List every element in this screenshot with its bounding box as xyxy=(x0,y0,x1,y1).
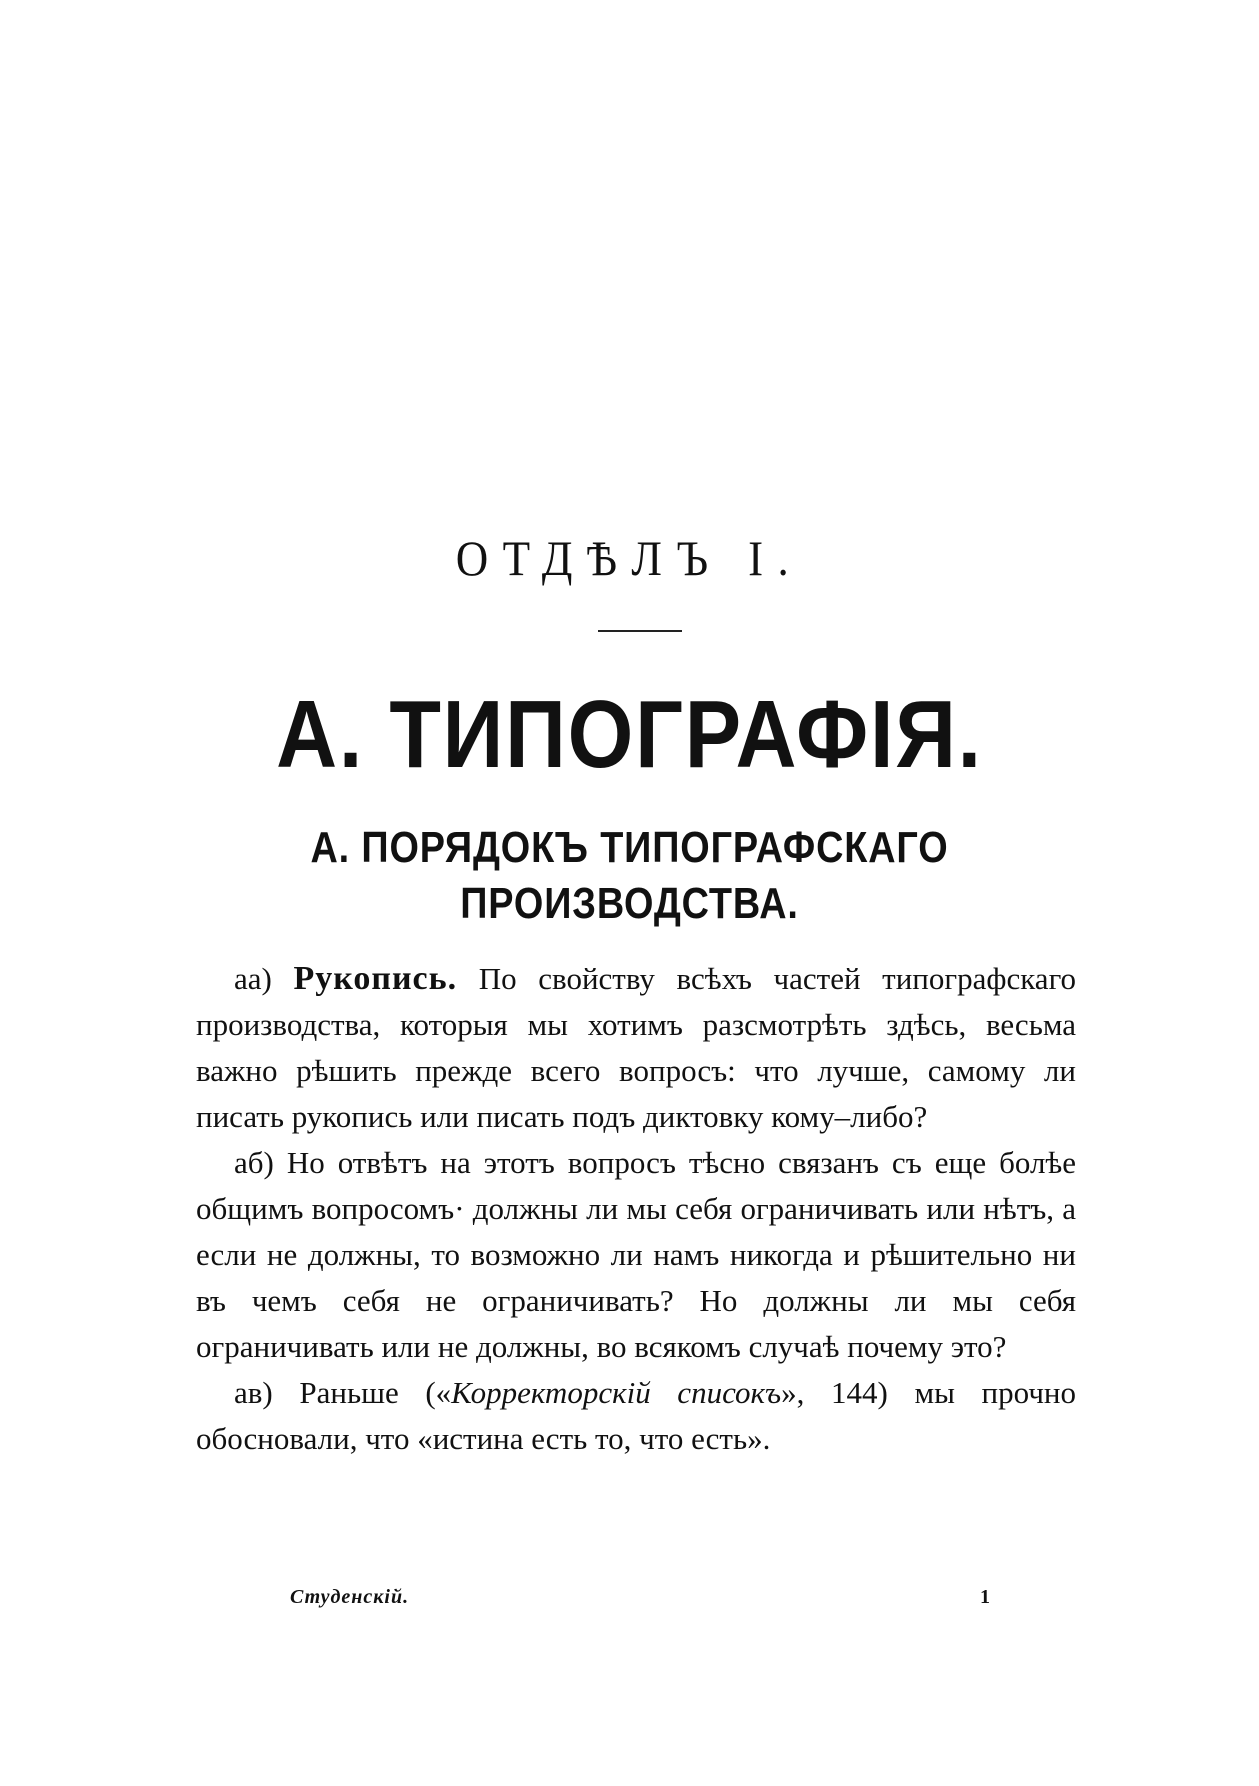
page-footer xyxy=(290,1584,990,1610)
body-text xyxy=(196,956,1076,1462)
subtitle-line-2: ПРОИЗВОДСТВА. xyxy=(460,879,799,928)
main-title: А. ТИПОГРАФІЯ. xyxy=(276,681,983,788)
paragraph-av xyxy=(196,1370,1076,1462)
subtitle-line-1: А. ПОРЯДОКЪ ТИПОГРАФСКАГО xyxy=(310,823,949,872)
section-heading: ОТДѢЛЪ I. xyxy=(455,530,804,586)
paragraph-marker: ав) xyxy=(234,1375,273,1410)
signature-mark: Студенскій. xyxy=(290,1586,410,1608)
paragraph-ab xyxy=(196,1140,1076,1370)
paragraph-text: По свойству всѣхъ частей типографскаго производства, которыя мы хотимъ разсмотрѣть здѣсь, весьма важно рѣшить прежде всего вопросъ: что лучше, самому ли писать рукопись или писать подъ диктовку кому–либо? xyxy=(196,961,1077,1134)
page-number: 1 xyxy=(980,1586,990,1608)
paragraph-lead-term: Рукопись. xyxy=(293,960,458,997)
citation-title: Корректорскій списокъ xyxy=(451,1375,782,1410)
paragraph-text-start: Раньше (« xyxy=(299,1375,452,1410)
divider-rule xyxy=(598,630,682,632)
paragraph-text: Но отвѣтъ на этотъ вопросъ тѣсно связанъ съ еще болѣе общимъ вопросомъ· должны ли мы себя ограничивать или нѣтъ, а если не должны, то возможно ли намъ никогда и рѣшительно ни въ чемъ себя не ограничивать? Но должны ли мы себя ограничивать или не должны, во всякомъ случаѣ почему это? xyxy=(196,1145,1077,1364)
paragraph-marker: аб) xyxy=(234,1145,274,1180)
paragraph-aa xyxy=(196,956,1076,1140)
paragraph-text-end: », 144) мы прочно обосновали, что «истина есть то, что есть». xyxy=(196,1375,1077,1456)
subtitle xyxy=(88,820,1171,932)
paragraph-marker: аа) xyxy=(234,961,272,996)
